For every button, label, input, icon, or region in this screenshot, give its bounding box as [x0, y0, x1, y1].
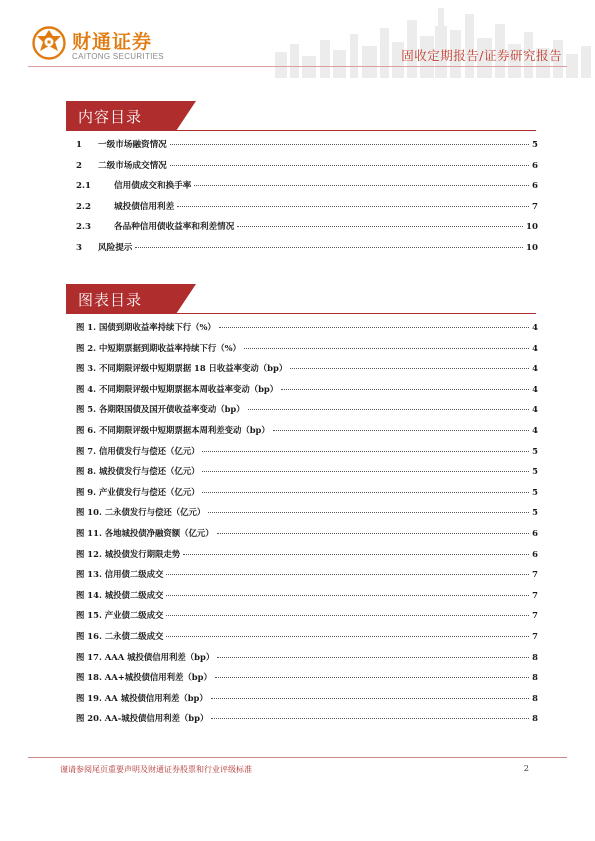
figure-entry-page: 8 — [532, 713, 538, 724]
figure-entry[interactable] — [76, 506, 538, 527]
figure-entry[interactable] — [76, 403, 538, 424]
footer-divider — [28, 757, 567, 758]
toc-entry-number: 1 — [76, 140, 82, 150]
toc-entry-title: 一级市场融资情况 — [98, 140, 167, 150]
dot-leader — [217, 657, 529, 658]
toc-entry-number: 3 — [76, 242, 82, 253]
page-header — [0, 0, 595, 80]
figure-entry-page: 6 — [532, 527, 538, 538]
toc-entry-number: 2 — [76, 160, 82, 171]
figure-entry[interactable] — [76, 568, 538, 589]
toc-entry-page: 10 — [526, 222, 538, 232]
toc-entry[interactable] — [76, 179, 538, 200]
toc-entry-title: 信用债成交和换手率 — [114, 181, 192, 191]
dot-leader — [219, 327, 529, 328]
figure-entry-title: 图 3. 不同期限评级中短期票据 18 日收益率变动（bp） — [76, 363, 288, 374]
figure-entry-title: 图 9. 产业债发行与偿还（亿元） — [76, 486, 200, 497]
header-divider — [28, 66, 567, 67]
figure-entry-page: 4 — [532, 342, 538, 353]
figure-entry-title: 图 19. AA 城投债信用利差（bp） — [76, 692, 208, 703]
figure-entry-title: 图 6. 不同期限评级中短期票据本周利差变动（bp） — [76, 424, 270, 435]
figure-entry[interactable] — [76, 671, 538, 692]
figure-entry-title: 图 5. 各期限国债及国开债收益率变动（bp） — [76, 404, 245, 415]
figure-entry-title: 图 12. 城投债发行期限走势 — [76, 548, 181, 559]
dot-leader — [273, 430, 529, 431]
figure-entry-page: 6 — [532, 548, 538, 559]
dot-leader — [135, 247, 523, 248]
dot-leader — [166, 615, 529, 616]
figure-entry-title: 图 4. 不同期限评级中短期票据本周收益率变动（bp） — [76, 383, 279, 394]
logo-english-name: CAITONG SECURITIES — [72, 52, 164, 61]
figure-entry[interactable] — [76, 445, 538, 466]
toc-entry-page: 6 — [532, 181, 538, 191]
dot-leader — [281, 389, 529, 390]
dot-leader — [194, 185, 529, 186]
toc-entry[interactable] — [76, 241, 538, 262]
dot-leader — [183, 554, 529, 555]
figure-entry-title: 图 13. 信用债二级成交 — [76, 569, 164, 580]
figure-entry[interactable] — [76, 362, 538, 383]
dot-leader — [177, 206, 529, 207]
figure-entry-title: 图 17. AAA 城投债信用利差（bp） — [76, 651, 215, 662]
dot-leader — [211, 718, 529, 719]
figure-entry[interactable] — [76, 342, 538, 363]
logo-chinese-name: 财通证券 — [72, 31, 153, 53]
figure-entry-page: 5 — [532, 507, 538, 518]
figure-entry-title: 图 11. 各地城投债净融资额（亿元） — [76, 527, 214, 538]
figure-entry-title: 图 20. AA-城投债信用利差（bp） — [76, 713, 209, 724]
figure-list — [76, 321, 538, 733]
dot-leader — [166, 636, 529, 637]
toc-entry-page: 6 — [532, 160, 538, 171]
dot-leader — [170, 165, 529, 166]
figure-entry-page: 5 — [532, 466, 538, 477]
figure-entry-page: 5 — [532, 486, 538, 497]
figure-entry-title: 图 10. 二永债发行与偿还（亿元） — [76, 507, 206, 518]
toc-entry-number: 2.2 — [76, 201, 91, 212]
toc-entry-title: 二级市场成交情况 — [98, 160, 167, 171]
toc-entry-page: 7 — [532, 201, 538, 212]
toc-entry-title: 各品种信用债收益率和利差情况 — [114, 222, 235, 232]
figures-heading-banner — [66, 284, 536, 314]
toc-heading: 内容目录 — [78, 108, 143, 126]
figure-entry[interactable] — [76, 527, 538, 548]
figure-entry[interactable] — [76, 712, 538, 733]
toc-entry-page: 5 — [532, 140, 538, 150]
page-number: 2 — [523, 764, 529, 774]
caitong-logo-icon — [32, 26, 66, 60]
dot-leader — [217, 533, 530, 534]
figure-entry[interactable] — [76, 548, 538, 569]
figure-entry-title: 图 16. 二永债二级成交 — [76, 630, 164, 641]
figure-entry-title: 图 8. 城投债发行与偿还（亿元） — [76, 466, 200, 477]
figure-entry-title: 图 7. 信用债发行与偿还（亿元） — [76, 445, 200, 456]
dot-leader — [202, 492, 529, 493]
figure-entry[interactable] — [76, 589, 538, 610]
dot-leader — [166, 574, 529, 575]
toc-entry[interactable] — [76, 138, 538, 159]
figures-heading: 图表目录 — [78, 291, 143, 309]
figure-entry-page: 8 — [532, 672, 538, 683]
figure-entry[interactable] — [76, 692, 538, 713]
dot-leader — [202, 451, 529, 452]
figure-entry-page: 4 — [532, 424, 538, 435]
figure-entry-page: 4 — [532, 404, 538, 415]
figure-entry-page: 7 — [532, 589, 538, 600]
toc-list — [76, 138, 538, 261]
dot-leader — [248, 409, 530, 410]
dot-leader — [202, 471, 529, 472]
dot-leader — [215, 677, 529, 678]
toc-entry-title: 城投债信用利差 — [114, 201, 175, 212]
figure-entry-title: 图 14. 城投债二级成交 — [76, 589, 164, 600]
dot-leader — [237, 226, 523, 227]
figure-entry-page: 4 — [532, 322, 538, 332]
toc-entry[interactable] — [76, 220, 538, 241]
toc-entry-number: 2.1 — [76, 181, 91, 191]
dot-leader — [290, 368, 529, 369]
figure-entry[interactable] — [76, 630, 538, 651]
figure-entry-title: 图 18. AA+城投债信用利差（bp） — [76, 672, 212, 683]
figure-entry-title: 图 2. 中短期票据到期收益率持续下行（%） — [76, 342, 241, 353]
toc-heading-banner — [66, 101, 536, 131]
figure-entry[interactable] — [76, 651, 538, 672]
figure-entry[interactable] — [76, 424, 538, 445]
dot-leader — [211, 698, 529, 699]
figure-entry-page: 4 — [532, 383, 538, 394]
toc-entry[interactable] — [76, 159, 538, 180]
dot-leader — [170, 144, 529, 145]
figure-entry-page: 5 — [532, 445, 538, 456]
figure-entry[interactable] — [76, 383, 538, 404]
figure-entry-title: 图 15. 产业债二级成交 — [76, 610, 164, 621]
toc-entry-page: 10 — [526, 242, 538, 253]
figure-entry[interactable] — [76, 609, 538, 630]
report-type-label: 固收定期报告/证券研究报告 — [401, 48, 562, 63]
figure-entry-page: 7 — [532, 630, 538, 641]
figure-entry-page: 7 — [532, 569, 538, 580]
dot-leader — [208, 512, 529, 513]
figure-entry-page: 8 — [532, 692, 538, 703]
toc-entry[interactable] — [76, 200, 538, 221]
dot-leader — [166, 595, 529, 596]
figure-entry-title: 图 1. 国债到期收益率持续下行（%） — [76, 322, 216, 332]
figure-entry[interactable] — [76, 321, 538, 342]
figure-entry-page: 4 — [532, 363, 538, 374]
figure-entry[interactable] — [76, 465, 538, 486]
figure-entry-page: 8 — [532, 651, 538, 662]
company-logo — [32, 26, 172, 66]
dot-leader — [244, 348, 529, 349]
figure-entry[interactable] — [76, 486, 538, 507]
toc-entry-number: 2.3 — [76, 222, 91, 232]
footer-disclaimer: 谨请参阅尾页重要声明及财通证券股票和行业评级标准 — [60, 765, 252, 774]
figure-entry-page: 7 — [532, 610, 538, 621]
toc-entry-title: 风险提示 — [98, 242, 133, 253]
